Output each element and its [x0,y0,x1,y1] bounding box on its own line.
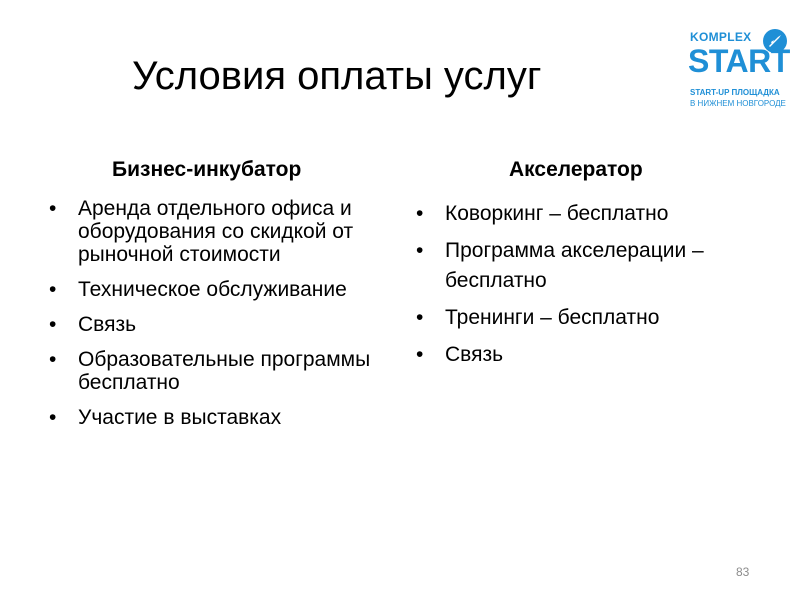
list-item: • Образовательные программы бесплатно [49,348,379,394]
list-item: • Программа акселерации – бесплатно [416,236,776,296]
left-bullet-list [49,197,379,441]
logo-start-text: START [688,43,790,79]
left-column-heading: Бизнес-инкубатор [112,158,302,181]
right-bullet-list [416,199,776,377]
logo-subtitle-2: В НИЖНЕМ НОВГОРОДЕ [690,99,786,108]
list-item: • Техническое обслуживание [49,278,379,301]
list-item: • Коворкинг – бесплатно [416,199,776,229]
list-item: • Связь [416,340,776,370]
list-item: • Участие в выставках [49,406,379,429]
right-column-heading: Акселератор [509,158,643,181]
list-item: • Связь [49,313,379,336]
logo-subtitle-1: START-UP ПЛОЩАДКА [690,88,780,97]
logo [690,30,795,115]
slide-title: Условия оплаты услуг [132,54,542,98]
list-item: • Тренинги – бесплатно [416,303,776,333]
list-item: • Аренда отдельного офиса и оборудования со скидкой от рыночной стоимости [49,197,379,266]
logo-komplex-text: KOMPLEX [690,30,752,44]
page-number: 83 [736,565,750,579]
